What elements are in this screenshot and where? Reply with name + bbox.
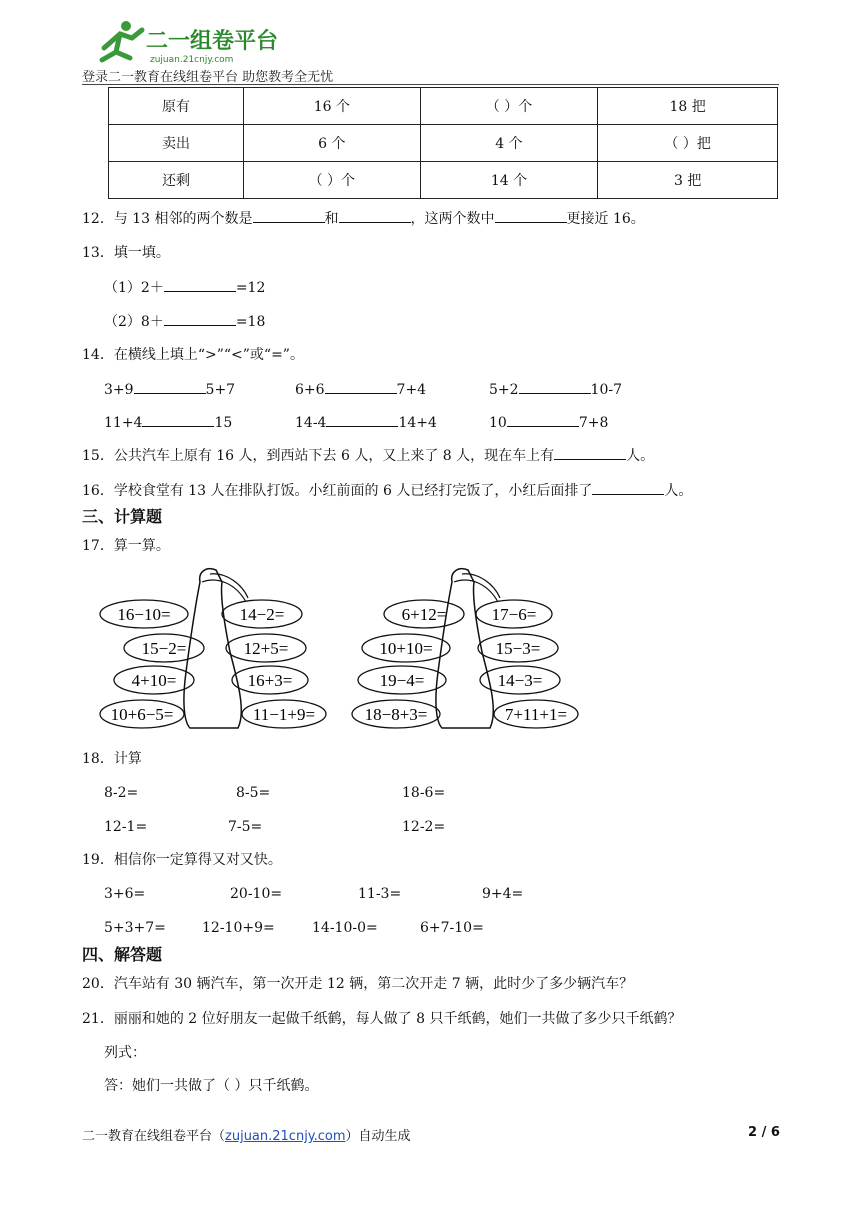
question-text: 学校食堂有 13 人在排队打饭。小红前面的 6 人已经打完饭了，小红后面排了 <box>113 483 593 499</box>
answer-line: 答：她们一共做了（ ）只千纸鹤。 <box>104 1078 319 1094</box>
answer-blank[interactable] <box>164 311 236 326</box>
compare-item <box>295 412 437 433</box>
header-slogan: 登录二一教育在线组卷平台 助您教考全无忧 <box>82 70 334 85</box>
table-cell: 原有 <box>109 88 244 125</box>
table-cell: 6 个 <box>243 125 420 162</box>
question-text: 人。 <box>626 448 655 464</box>
calc-expr: 11−1+9= <box>252 705 316 724</box>
header-divider <box>82 84 779 85</box>
svg-text:二一组卷平台: 二一组卷平台 <box>146 29 279 54</box>
runner-icon <box>92 18 282 66</box>
table-cell: （ ）个 <box>420 88 598 125</box>
question-18 <box>82 749 142 769</box>
calc-item: 8-5= <box>236 785 271 801</box>
question-number: 19． <box>82 852 114 868</box>
calc-expr: 10+10= <box>379 639 433 658</box>
question-text: 在横线上填上“>”“<”或“=”。 <box>113 347 304 363</box>
question-text: 填一填。 <box>113 245 170 261</box>
table-cell: 14 个 <box>420 162 598 199</box>
question-text: 汽车站有 30 辆汽车，第一次开走 12 辆，第二次开走 7 辆，此时少了多少辆汽车？ <box>113 976 634 992</box>
calc-item: 12-1= <box>104 819 148 835</box>
compare-item <box>489 379 622 400</box>
peacock-right <box>350 562 582 734</box>
answer-blank[interactable] <box>253 208 325 223</box>
question-text: 与 13 相邻的两个数是 <box>113 211 253 227</box>
answer-blank[interactable] <box>164 277 236 292</box>
expr: 15 <box>214 415 233 431</box>
footer-text: 二一教育在线组卷平台（ <box>82 1129 226 1144</box>
formula-label: 列式： <box>104 1045 146 1061</box>
expr: 3+9 <box>104 382 134 398</box>
table-cell: 18 把 <box>598 88 778 125</box>
answer-blank[interactable] <box>325 379 397 394</box>
calc-expr: 6+12= <box>401 605 447 624</box>
question-number: 20． <box>82 976 114 992</box>
item-text: =12 <box>235 280 266 296</box>
question-number: 14． <box>82 347 114 363</box>
calc-item: 14-10-0= <box>312 920 378 936</box>
calc-expr: 7+11+1= <box>504 705 568 724</box>
table-cell: 16 个 <box>243 88 420 125</box>
calc-expr: 17−6= <box>491 605 537 624</box>
calc-expr: 14−2= <box>239 605 285 624</box>
question-number: 16． <box>82 483 114 499</box>
footer-text: ）自动生成 <box>345 1129 411 1144</box>
question-19 <box>82 850 282 870</box>
question-number: 15． <box>82 448 114 464</box>
calc-expr: 15−2= <box>141 639 187 658</box>
answer-blank[interactable] <box>326 412 398 427</box>
question-text: 和 <box>324 211 339 227</box>
question-21 <box>82 1009 681 1029</box>
calc-item: 18-6= <box>402 785 446 801</box>
calc-item: 12-10+9= <box>202 920 275 936</box>
expr: 5+2 <box>489 382 519 398</box>
calc-expr: 16−10= <box>117 605 171 624</box>
table-cell: 3 把 <box>598 162 778 199</box>
expr: 14+4 <box>398 415 437 431</box>
question-number: 18． <box>82 751 114 767</box>
compare-item <box>104 379 235 400</box>
expr: 7+8 <box>578 415 609 431</box>
question-number: 13． <box>82 245 114 261</box>
question-text: 人。 <box>664 483 693 499</box>
question-text: 相信你一定算得又对又快。 <box>113 852 282 868</box>
calc-expr: 18−8+3= <box>364 705 428 724</box>
expr: 11+4 <box>104 415 143 431</box>
expr: 6+6 <box>295 382 325 398</box>
question-number: 17． <box>82 538 114 554</box>
expr: 10 <box>489 415 507 431</box>
page-number: 2 / 6 <box>748 1125 780 1140</box>
q13-item-2 <box>104 311 265 332</box>
question-text: 丽丽和她的 2 位好朋友一起做千纸鹤，每人做了 8 只千纸鹤，她们一共做了多少只千纸鹤？ <box>113 1011 682 1027</box>
table-row <box>109 162 778 199</box>
calc-item: 6+7-10= <box>420 920 484 936</box>
footer-link[interactable]: zujuan.21cnjy.com <box>225 1129 346 1144</box>
compare-item <box>489 412 608 433</box>
answer-blank[interactable] <box>142 412 214 427</box>
calc-item: 5+3+7= <box>104 920 166 936</box>
expr: 5+7 <box>205 382 236 398</box>
table-cell: （ ）个 <box>243 162 420 199</box>
question-14 <box>82 345 304 365</box>
item-text: =18 <box>235 314 266 330</box>
section-title: 四、解答题 <box>82 945 163 964</box>
question-text: 公共汽车上原有 16 人，到西站下去 6 人，又上来了 8 人，现在车上有 <box>113 448 555 464</box>
question-text: ，这两个数中 <box>410 211 495 227</box>
table-cell: （ ）把 <box>598 125 778 162</box>
compare-item <box>295 379 426 400</box>
question-12 <box>82 208 645 229</box>
answer-blank[interactable] <box>134 379 206 394</box>
calc-expr: 14−3= <box>497 671 543 690</box>
question-16 <box>82 480 692 501</box>
q13-item-1 <box>104 277 265 298</box>
calc-item: 7-5= <box>228 819 263 835</box>
expr: 14-4 <box>295 415 327 431</box>
calc-item: 20-10= <box>230 886 283 902</box>
table-row <box>109 88 778 125</box>
calc-expr: 19−4= <box>379 671 425 690</box>
answer-blank[interactable] <box>554 445 626 460</box>
compare-item <box>104 412 232 433</box>
calc-expr: 12+5= <box>243 639 289 658</box>
answer-blank[interactable] <box>339 208 411 223</box>
question-text: 算一算。 <box>113 538 170 554</box>
question-number: 12． <box>82 211 114 227</box>
calc-expr: 16+3= <box>247 671 293 690</box>
answer-blank[interactable] <box>592 480 664 495</box>
table-cell: 还剩 <box>109 162 244 199</box>
question-13 <box>82 243 170 263</box>
question-number: 21． <box>82 1011 114 1027</box>
calc-expr: 15−3= <box>495 639 541 658</box>
calc-expr: 4+10= <box>131 671 177 690</box>
table-cell: 4 个 <box>420 125 598 162</box>
svg-text:zujuan.21cnjy.com: zujuan.21cnjy.com <box>150 55 234 65</box>
item-text: （1）2＋ <box>104 280 164 296</box>
item-text: （2）8＋ <box>104 314 164 330</box>
calc-item: 12-2= <box>402 819 446 835</box>
expr: 10-7 <box>590 382 622 398</box>
table-cell: 卖出 <box>109 125 244 162</box>
calc-item: 11-3= <box>358 886 402 902</box>
footer <box>82 1125 411 1144</box>
answer-blank[interactable] <box>507 412 579 427</box>
section-title: 三、计算题 <box>82 507 163 526</box>
calc-expr: 10+6−5= <box>110 705 174 724</box>
calc-item: 9+4= <box>482 886 524 902</box>
question-17 <box>82 536 170 556</box>
inventory-table <box>108 87 778 199</box>
table-row <box>109 125 778 162</box>
logo <box>92 18 282 66</box>
answer-blank[interactable] <box>495 208 567 223</box>
peacock-left <box>98 562 330 734</box>
question-text: 计算 <box>113 751 142 767</box>
expr: 7+4 <box>396 382 427 398</box>
calc-item: 8-2= <box>104 785 139 801</box>
question-text: 更接近 16。 <box>566 211 645 227</box>
question-15 <box>82 445 654 466</box>
question-20 <box>82 974 633 994</box>
answer-blank[interactable] <box>519 379 591 394</box>
calc-item: 3+6= <box>104 886 146 902</box>
